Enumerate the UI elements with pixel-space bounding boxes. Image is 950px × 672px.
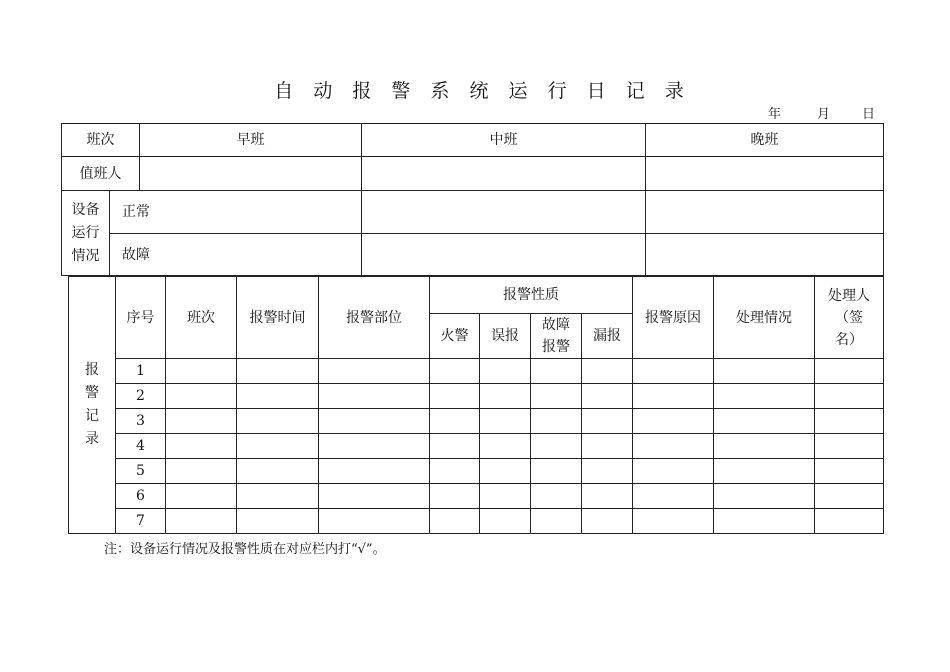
duty-cell-morning[interactable]	[140, 157, 362, 191]
cell[interactable]	[633, 384, 714, 409]
cell[interactable]	[430, 509, 480, 534]
header-alarm-location: 报警部位	[319, 277, 430, 359]
cell[interactable]	[633, 409, 714, 434]
cell[interactable]	[480, 434, 531, 459]
row-number: 7	[116, 509, 166, 534]
duty-cell-middle[interactable]	[362, 157, 646, 191]
cell[interactable]	[582, 459, 633, 484]
cell[interactable]	[582, 434, 633, 459]
alarm-label-char: 录	[85, 431, 99, 447]
cell[interactable]	[319, 359, 430, 384]
cell[interactable]	[714, 384, 815, 409]
cell[interactable]	[582, 509, 633, 534]
cell[interactable]	[714, 509, 815, 534]
cell[interactable]	[430, 434, 480, 459]
cell[interactable]	[430, 384, 480, 409]
cell[interactable]	[531, 384, 582, 409]
table-row	[69, 434, 884, 459]
row-number: 3	[116, 409, 166, 434]
table-row	[69, 484, 884, 509]
header-missed-alarm: 漏报	[582, 314, 633, 359]
equipment-label-line: 情况	[71, 247, 100, 264]
cell[interactable]	[815, 409, 884, 434]
cell[interactable]	[633, 434, 714, 459]
equipment-label-line: 设备	[71, 201, 100, 218]
cell[interactable]	[531, 434, 582, 459]
header-fire-alarm: 火警	[430, 314, 480, 359]
alarm-label-char: 警	[85, 385, 99, 401]
cell[interactable]	[815, 459, 884, 484]
cell[interactable]	[430, 459, 480, 484]
cell[interactable]	[319, 509, 430, 534]
row-number: 6	[116, 484, 166, 509]
cell[interactable]	[319, 409, 430, 434]
cell[interactable]	[237, 359, 319, 384]
duty-person-label: 值班人	[62, 157, 140, 191]
cell[interactable]	[582, 484, 633, 509]
equipment-label-line: 运行	[71, 224, 100, 241]
cell[interactable]	[166, 509, 237, 534]
row-number: 4	[116, 434, 166, 459]
cell[interactable]	[633, 509, 714, 534]
cell[interactable]	[633, 359, 714, 384]
cell[interactable]	[531, 409, 582, 434]
row-number: 5	[116, 459, 166, 484]
day-label: 日	[862, 107, 876, 122]
fault-label: 故障	[110, 234, 362, 276]
table-row	[69, 409, 884, 434]
cell[interactable]	[430, 484, 480, 509]
cell[interactable]	[480, 359, 531, 384]
cell[interactable]	[480, 484, 531, 509]
table-row	[69, 509, 884, 534]
cell[interactable]	[319, 484, 430, 509]
cell[interactable]	[714, 409, 815, 434]
page-title: 自 动 报 警 系 统 运 行 日 记 录	[274, 80, 691, 102]
year-label: 年	[768, 107, 782, 122]
month-label: 月	[817, 107, 831, 122]
normal-label: 正常	[110, 191, 362, 234]
table-row	[69, 384, 884, 409]
cell[interactable]	[166, 359, 237, 384]
signer-line: 处理人	[828, 287, 870, 304]
cell[interactable]	[237, 509, 319, 534]
cell[interactable]	[582, 359, 633, 384]
alarm-label-char: 记	[85, 408, 99, 424]
cell[interactable]	[582, 409, 633, 434]
fault-cell-middle[interactable]	[362, 234, 646, 276]
cell[interactable]	[714, 434, 815, 459]
cell[interactable]	[815, 359, 884, 384]
cell[interactable]	[166, 459, 237, 484]
cell[interactable]	[531, 484, 582, 509]
cell[interactable]	[531, 509, 582, 534]
cell[interactable]	[633, 459, 714, 484]
header-signer	[815, 277, 884, 359]
alarm-record-table	[68, 276, 884, 534]
header-alarm-reason: 报警原因	[633, 277, 714, 359]
fault-cell-night[interactable]	[646, 234, 884, 276]
cell[interactable]	[166, 484, 237, 509]
cell[interactable]	[237, 484, 319, 509]
header-false-alarm: 误报	[480, 314, 531, 359]
cell[interactable]	[714, 484, 815, 509]
cell[interactable]	[237, 459, 319, 484]
shift-header-morning: 早班	[140, 124, 362, 157]
cell[interactable]	[430, 359, 480, 384]
normal-cell-night[interactable]	[646, 191, 884, 234]
cell[interactable]	[714, 359, 815, 384]
shift-header-night: 晚班	[646, 124, 884, 157]
cell[interactable]	[430, 409, 480, 434]
cell[interactable]	[815, 384, 884, 409]
cell[interactable]	[531, 359, 582, 384]
header-fault-alarm: 故障报警	[531, 314, 582, 359]
normal-cell-middle[interactable]	[362, 191, 646, 234]
cell[interactable]	[815, 434, 884, 459]
cell[interactable]	[714, 459, 815, 484]
table-row	[69, 459, 884, 484]
cell[interactable]	[166, 434, 237, 459]
header-handling: 处理情况	[714, 277, 815, 359]
signer-line: （签	[835, 309, 863, 326]
cell[interactable]	[480, 409, 531, 434]
cell[interactable]	[319, 459, 430, 484]
alarm-record-label	[69, 277, 116, 534]
cell[interactable]	[633, 484, 714, 509]
cell[interactable]	[582, 384, 633, 409]
date-line	[760, 103, 890, 121]
cell[interactable]	[166, 384, 237, 409]
cell[interactable]	[319, 384, 430, 409]
row-number: 1	[116, 359, 166, 384]
shift-label: 班次	[62, 124, 140, 157]
equipment-status-label	[62, 191, 110, 276]
table-row	[69, 359, 884, 384]
cell[interactable]	[480, 509, 531, 534]
header-shift: 班次	[166, 277, 237, 359]
signer-line: 名）	[835, 331, 863, 348]
cell[interactable]	[531, 459, 582, 484]
alarm-label-char: 报	[85, 362, 99, 378]
cell[interactable]	[237, 434, 319, 459]
cell[interactable]	[815, 484, 884, 509]
shift-header-middle: 中班	[362, 124, 646, 157]
cell[interactable]	[480, 459, 531, 484]
cell[interactable]	[237, 384, 319, 409]
cell[interactable]	[166, 409, 237, 434]
cell[interactable]	[815, 509, 884, 534]
footnote: 注：设备运行情况及报警性质在对应栏内打“√”。	[104, 542, 386, 557]
header-alarm-time: 报警时间	[237, 277, 319, 359]
duty-cell-night[interactable]	[646, 157, 884, 191]
cell[interactable]	[237, 409, 319, 434]
header-seq: 序号	[116, 277, 166, 359]
shift-table	[61, 123, 884, 276]
cell[interactable]	[319, 434, 430, 459]
row-number: 2	[116, 384, 166, 409]
header-alarm-nature: 报警性质	[430, 277, 633, 314]
cell[interactable]	[480, 384, 531, 409]
